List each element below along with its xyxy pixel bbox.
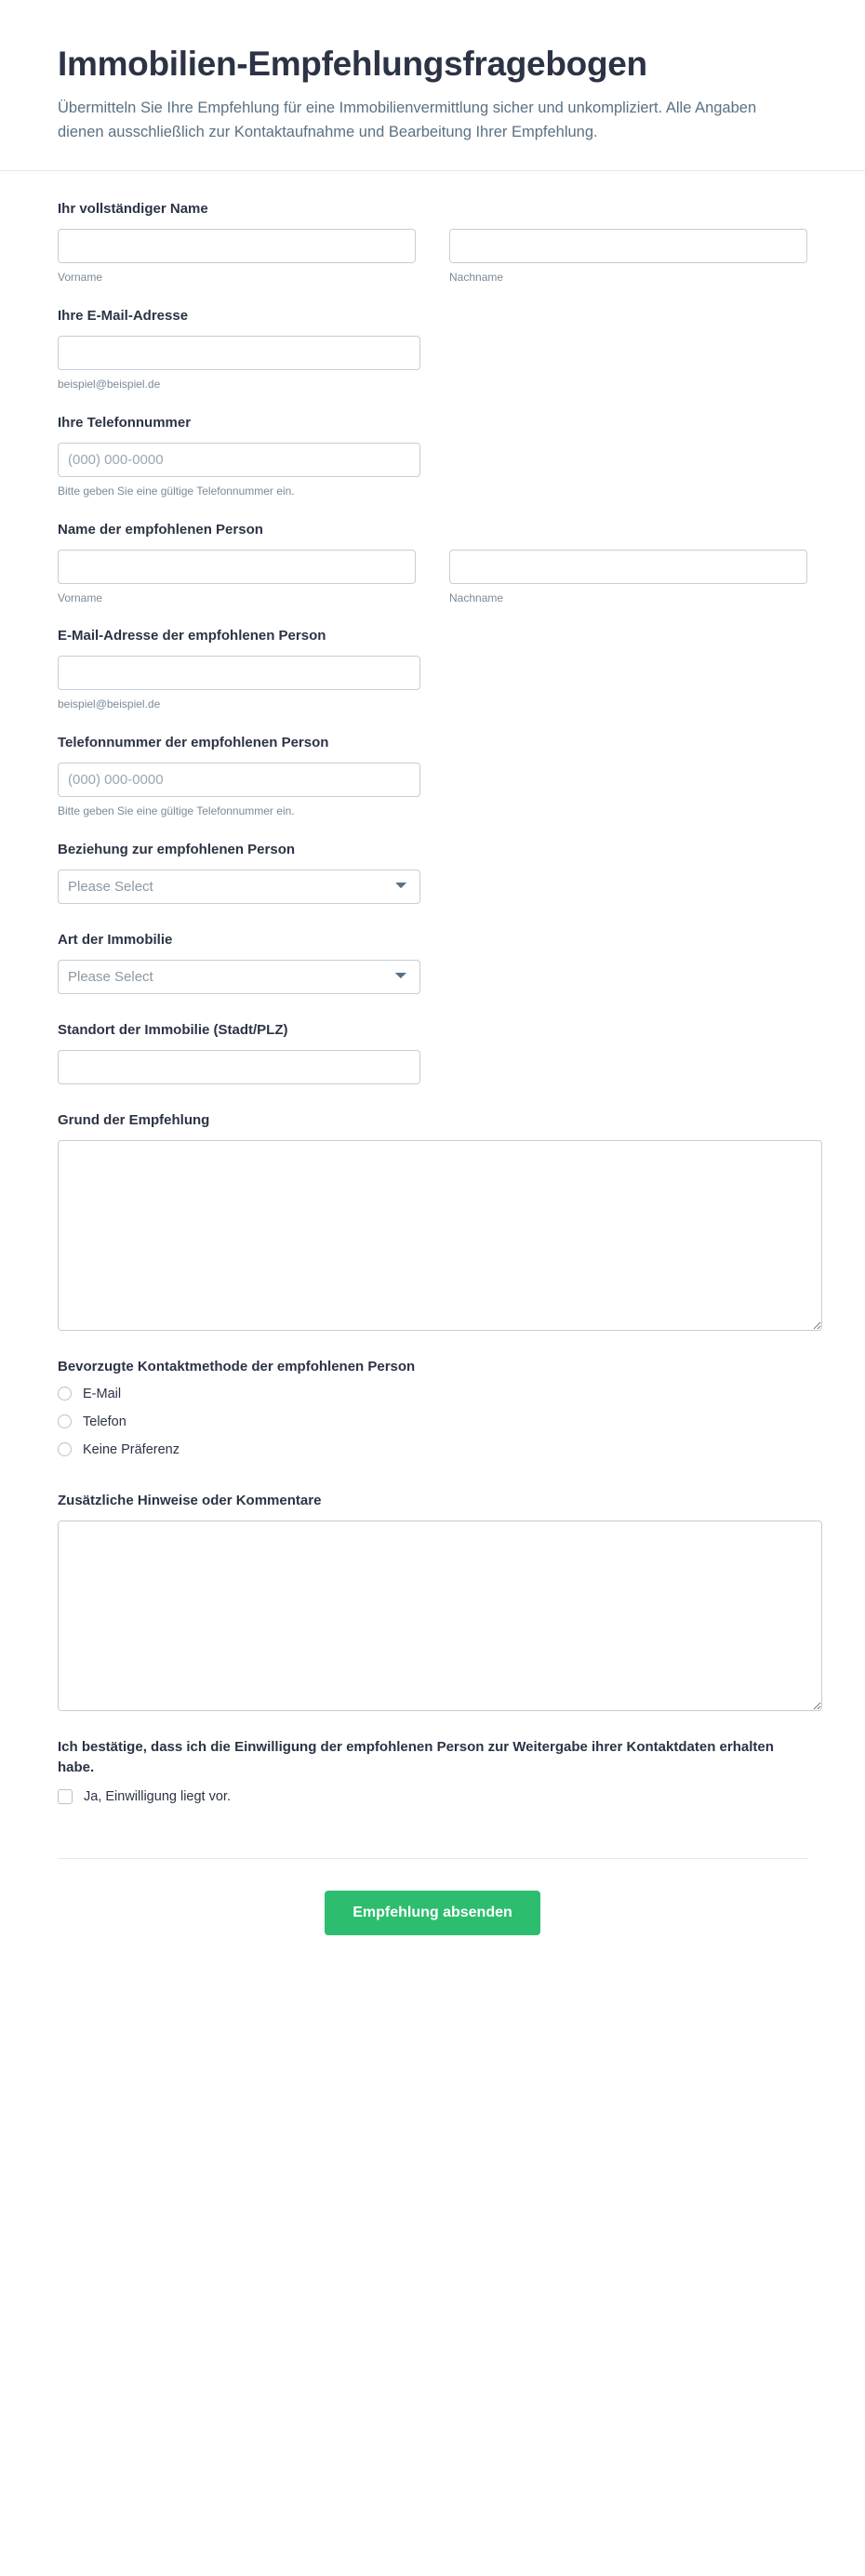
- label-your-name: Ihr vollständiger Name: [58, 201, 208, 218]
- referred-phone-input[interactable]: [58, 763, 420, 797]
- field-relationship: [58, 840, 807, 924]
- field-property-type: [58, 930, 807, 1015]
- field-referred-name: [58, 520, 807, 627]
- form-body: [0, 171, 865, 1935]
- consent-option-label: Ja, Einwilligung liegt vor.: [84, 1789, 231, 1805]
- label-referred-email: E-Mail-Adresse der empfohlenen Person: [58, 628, 326, 644]
- contact-method-radio-group: [58, 1387, 807, 1457]
- label-location: Standort der Immobilie (Stadt/PLZ): [58, 1021, 288, 1038]
- referred-email-input[interactable]: [58, 656, 420, 690]
- consent-checkbox-row[interactable]: [58, 1789, 807, 1804]
- label-relationship: Beziehung zur empfohlenen Person: [58, 841, 296, 857]
- label-consent: Ich bestätige, dass ich die Einwilligung der empfohlenen Person zur Weitergabe ihrer Kontaktdaten erhalten habe.: [58, 1738, 774, 1775]
- your-first-name-input[interactable]: [58, 229, 416, 263]
- field-reason: [58, 1110, 807, 1351]
- field-your-email: [58, 306, 807, 413]
- relationship-select[interactable]: [58, 870, 420, 904]
- field-your-phone: [58, 413, 807, 520]
- field-location: [58, 1020, 807, 1105]
- contact-method-option-phone[interactable]: [58, 1414, 807, 1429]
- contact-method-label-email: E-Mail: [83, 1386, 122, 1401]
- label-referred-phone: Telefonnummer der empfohlenen Person: [58, 735, 329, 751]
- submit-area: [58, 1859, 807, 1935]
- field-contact-method: [58, 1357, 807, 1491]
- radio-icon[interactable]: [58, 1387, 72, 1401]
- referred-first-name-hint: Vorname: [58, 591, 103, 604]
- reason-textarea[interactable]: [58, 1140, 822, 1331]
- form-subtitle: Übermitteln Sie Ihre Empfehlung für eine Immobilienvermittlung sicher und unkompliziert. Alle Angaben dienen ausschließlich zur Kontaktaufnahme und Bearbeitung Ihrer Empfehlung.: [58, 100, 757, 140]
- field-consent: [58, 1737, 807, 1839]
- page-title: Immobilien-Empfehlungsfragebogen: [58, 45, 647, 83]
- location-input[interactable]: [58, 1050, 420, 1084]
- contact-method-option-email[interactable]: [58, 1387, 807, 1401]
- field-referred-phone: [58, 733, 807, 840]
- label-your-phone: Ihre Telefonnummer: [58, 414, 192, 431]
- referred-email-hint: beispiel@beispiel.de: [58, 697, 161, 711]
- field-notes: [58, 1491, 807, 1732]
- your-last-name-hint: Nachname: [449, 271, 504, 285]
- your-last-name-input[interactable]: [449, 229, 807, 263]
- label-reason: Grund der Empfehlung: [58, 1111, 210, 1128]
- property-type-select[interactable]: [58, 960, 420, 994]
- label-property-type: Art der Immobilie: [58, 931, 173, 948]
- your-phone-input[interactable]: [58, 443, 420, 477]
- form-header: [0, 0, 865, 171]
- your-email-hint: beispiel@beispiel.de: [58, 377, 161, 391]
- notes-textarea[interactable]: [58, 1520, 822, 1711]
- label-referred-name: Name der empfohlenen Person: [58, 521, 263, 538]
- your-phone-hint: Bitte geben Sie eine gültige Telefonnummer ein.: [58, 484, 295, 498]
- contact-method-label-none: Keine Präferenz: [83, 1441, 180, 1457]
- contact-method-option-none[interactable]: [58, 1442, 807, 1457]
- referred-phone-hint: Bitte geben Sie eine gültige Telefonnummer ein.: [58, 804, 295, 818]
- field-referred-email: [58, 626, 807, 733]
- radio-icon[interactable]: [58, 1442, 72, 1456]
- field-your-name: [58, 199, 807, 306]
- referred-last-name-input[interactable]: [449, 550, 807, 584]
- label-contact-method: Bevorzugte Kontaktmethode der empfohlenen Person: [58, 1358, 416, 1374]
- radio-icon[interactable]: [58, 1414, 72, 1428]
- contact-method-label-phone: Telefon: [83, 1414, 126, 1429]
- referred-last-name-hint: Nachname: [449, 591, 504, 604]
- your-first-name-hint: Vorname: [58, 271, 103, 285]
- referred-first-name-input[interactable]: [58, 550, 416, 584]
- label-your-email: Ihre E-Mail-Adresse: [58, 307, 189, 324]
- label-notes: Zusätzliche Hinweise oder Kommentare: [58, 1492, 322, 1508]
- checkbox-icon[interactable]: [58, 1789, 73, 1804]
- submit-button[interactable]: Empfehlung absenden: [325, 1891, 540, 1935]
- your-email-input[interactable]: [58, 336, 420, 370]
